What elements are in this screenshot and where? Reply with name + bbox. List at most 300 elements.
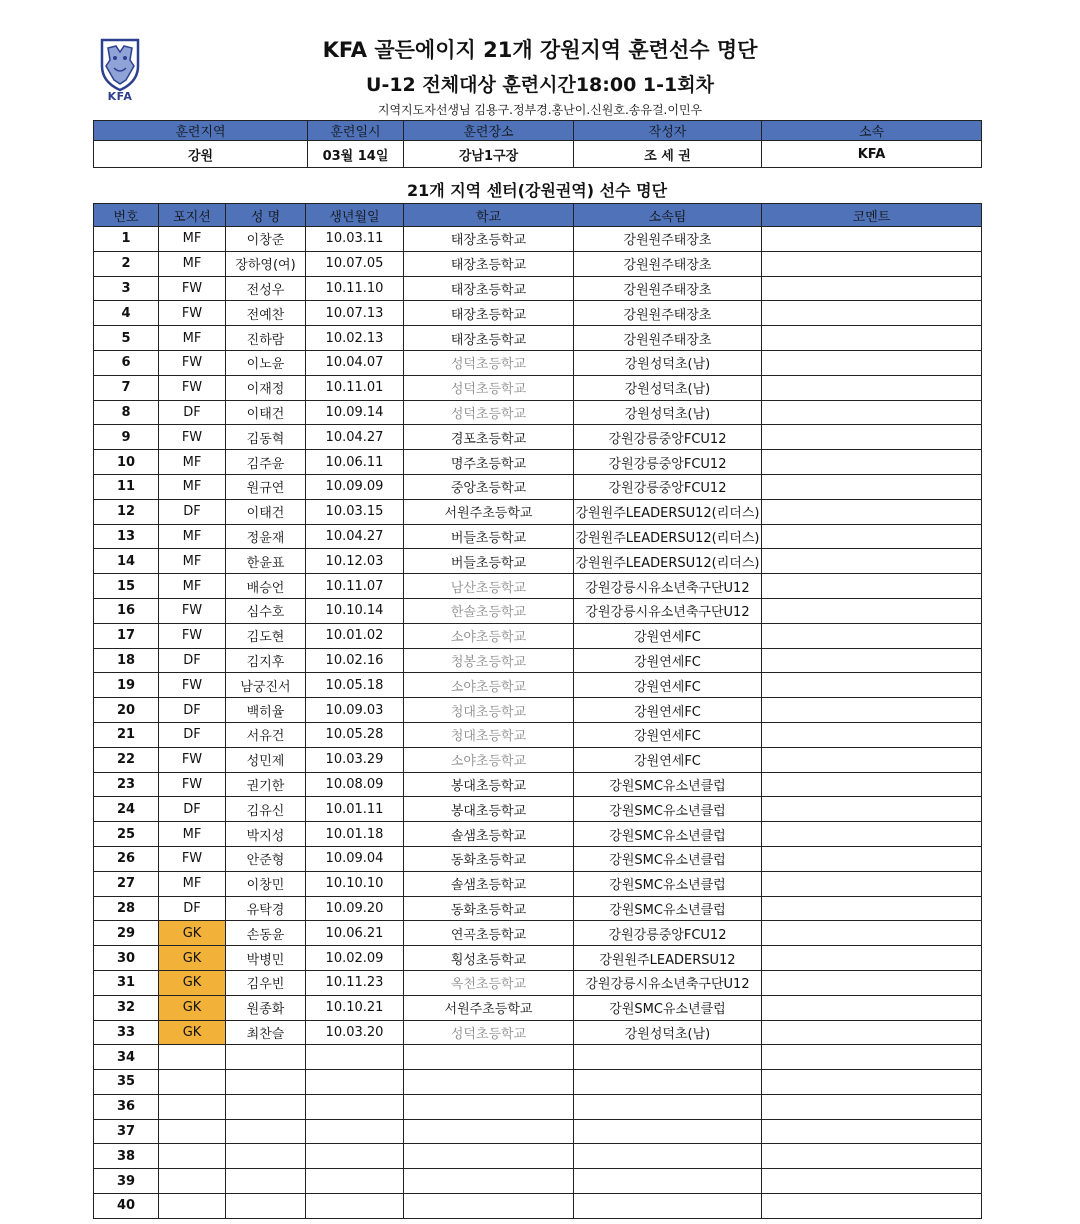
info-header-venue: 훈련장소 bbox=[404, 121, 574, 141]
table-row bbox=[94, 921, 982, 946]
player-team: 강원성덕초(남) bbox=[574, 1020, 762, 1045]
player-comment bbox=[762, 698, 982, 723]
player-name: 서유건 bbox=[226, 722, 306, 747]
player-team: 강원원주LEADERSU12(리더스) bbox=[574, 499, 762, 524]
player-position: FW bbox=[159, 301, 226, 326]
player-number: 35 bbox=[94, 1070, 159, 1095]
table-row bbox=[94, 251, 982, 276]
player-position bbox=[159, 1070, 226, 1095]
table-row bbox=[94, 747, 982, 772]
player-birthdate: 10.07.13 bbox=[306, 301, 404, 326]
table-row bbox=[94, 1119, 982, 1144]
player-comment bbox=[762, 1070, 982, 1095]
player-name: 진하람 bbox=[226, 326, 306, 351]
roster-table bbox=[93, 203, 982, 1219]
player-number: 17 bbox=[94, 623, 159, 648]
player-birthdate: 10.01.11 bbox=[306, 797, 404, 822]
player-birthdate bbox=[306, 1094, 404, 1119]
table-row bbox=[94, 227, 982, 252]
player-comment bbox=[762, 524, 982, 549]
table-row bbox=[94, 946, 982, 971]
player-comment bbox=[762, 797, 982, 822]
table-row bbox=[94, 1194, 982, 1219]
player-number: 9 bbox=[94, 425, 159, 450]
player-name: 백히율 bbox=[226, 698, 306, 723]
player-number: 27 bbox=[94, 871, 159, 896]
player-position: MF bbox=[159, 574, 226, 599]
player-school: 소야초등학교 bbox=[404, 673, 574, 698]
player-position: FW bbox=[159, 623, 226, 648]
info-venue: 강남1구장 bbox=[404, 141, 574, 168]
table-row bbox=[94, 375, 982, 400]
player-name: 손동윤 bbox=[226, 921, 306, 946]
player-school: 성덕초등학교 bbox=[404, 400, 574, 425]
col-header-team: 소속팀 bbox=[574, 204, 762, 227]
player-team: 강원성덕초(남) bbox=[574, 400, 762, 425]
player-birthdate bbox=[306, 1169, 404, 1194]
player-name bbox=[226, 1194, 306, 1219]
table-row bbox=[94, 722, 982, 747]
page-subtitle: U-12 전체대상 훈련시간18:00 1-1회차 bbox=[366, 74, 714, 96]
player-team: 강원성덕초(남) bbox=[574, 350, 762, 375]
player-team bbox=[574, 1094, 762, 1119]
player-number: 28 bbox=[94, 896, 159, 921]
player-team bbox=[574, 1194, 762, 1219]
player-comment bbox=[762, 326, 982, 351]
player-position: MF bbox=[159, 549, 226, 574]
player-birthdate: 10.12.03 bbox=[306, 549, 404, 574]
kfa-logo bbox=[96, 36, 144, 104]
player-team: 강원성덕초(남) bbox=[574, 375, 762, 400]
table-row bbox=[94, 772, 982, 797]
player-school: 소야초등학교 bbox=[404, 747, 574, 772]
player-number: 25 bbox=[94, 822, 159, 847]
player-position: MF bbox=[159, 474, 226, 499]
player-comment bbox=[762, 896, 982, 921]
player-name bbox=[226, 1045, 306, 1070]
player-team bbox=[574, 1119, 762, 1144]
player-birthdate: 10.07.05 bbox=[306, 251, 404, 276]
col-header-school: 학교 bbox=[404, 204, 574, 227]
player-name: 배승언 bbox=[226, 574, 306, 599]
player-position: DF bbox=[159, 400, 226, 425]
player-position: MF bbox=[159, 524, 226, 549]
player-name: 김도현 bbox=[226, 623, 306, 648]
player-comment bbox=[762, 673, 982, 698]
player-team: 강원연세FC bbox=[574, 722, 762, 747]
player-position: GK bbox=[159, 921, 226, 946]
player-comment bbox=[762, 921, 982, 946]
player-position: FW bbox=[159, 276, 226, 301]
player-comment bbox=[762, 425, 982, 450]
player-team: 강원강릉중앙FCU12 bbox=[574, 450, 762, 475]
player-team: 강원원주태장초 bbox=[574, 301, 762, 326]
player-team: 강원원주태장초 bbox=[574, 227, 762, 252]
player-birthdate: 10.02.09 bbox=[306, 946, 404, 971]
info-region: 강원 bbox=[94, 141, 308, 168]
player-comment bbox=[762, 499, 982, 524]
player-team: 강원강릉시유소년축구단U12 bbox=[574, 574, 762, 599]
player-comment bbox=[762, 970, 982, 995]
player-birthdate: 10.04.07 bbox=[306, 350, 404, 375]
player-name bbox=[226, 1119, 306, 1144]
player-comment bbox=[762, 450, 982, 475]
player-number: 13 bbox=[94, 524, 159, 549]
player-position: GK bbox=[159, 946, 226, 971]
player-position: GK bbox=[159, 995, 226, 1020]
table-row bbox=[94, 326, 982, 351]
player-comment bbox=[762, 871, 982, 896]
player-school: 연곡초등학교 bbox=[404, 921, 574, 946]
player-team bbox=[574, 1144, 762, 1169]
player-birthdate: 10.09.04 bbox=[306, 846, 404, 871]
player-number: 8 bbox=[94, 400, 159, 425]
player-number: 18 bbox=[94, 648, 159, 673]
player-school: 봉대초등학교 bbox=[404, 797, 574, 822]
player-comment bbox=[762, 301, 982, 326]
table-row bbox=[94, 400, 982, 425]
player-name: 김주윤 bbox=[226, 450, 306, 475]
player-name: 안준형 bbox=[226, 846, 306, 871]
player-team: 강원SMC유소년클럽 bbox=[574, 822, 762, 847]
player-name: 박지성 bbox=[226, 822, 306, 847]
player-school bbox=[404, 1094, 574, 1119]
player-comment bbox=[762, 623, 982, 648]
player-school bbox=[404, 1070, 574, 1095]
player-comment bbox=[762, 772, 982, 797]
player-birthdate: 10.05.28 bbox=[306, 722, 404, 747]
player-comment bbox=[762, 276, 982, 301]
player-name: 최찬슬 bbox=[226, 1020, 306, 1045]
player-number: 34 bbox=[94, 1045, 159, 1070]
player-comment bbox=[762, 722, 982, 747]
player-comment bbox=[762, 822, 982, 847]
table-row bbox=[94, 450, 982, 475]
player-number: 5 bbox=[94, 326, 159, 351]
player-team: 강원원주LEADERSU12 bbox=[574, 946, 762, 971]
player-name: 성민제 bbox=[226, 747, 306, 772]
player-team: 강원원주태장초 bbox=[574, 276, 762, 301]
player-birthdate: 10.09.14 bbox=[306, 400, 404, 425]
player-school bbox=[404, 1169, 574, 1194]
roster-title: 21개 지역 센터(강원권역) 선수 명단 bbox=[406, 181, 668, 200]
player-birthdate: 10.04.27 bbox=[306, 524, 404, 549]
table-row bbox=[94, 797, 982, 822]
player-team: 강원연세FC bbox=[574, 648, 762, 673]
player-position: FW bbox=[159, 673, 226, 698]
player-number: 6 bbox=[94, 350, 159, 375]
player-number: 38 bbox=[94, 1144, 159, 1169]
player-number: 19 bbox=[94, 673, 159, 698]
player-school: 태장초등학교 bbox=[404, 276, 574, 301]
player-comment bbox=[762, 1045, 982, 1070]
player-position: GK bbox=[159, 1020, 226, 1045]
player-comment bbox=[762, 1169, 982, 1194]
player-name bbox=[226, 1144, 306, 1169]
player-comment bbox=[762, 1144, 982, 1169]
player-birthdate: 10.06.21 bbox=[306, 921, 404, 946]
player-school: 서원주초등학교 bbox=[404, 499, 574, 524]
roster-header-row bbox=[94, 204, 982, 227]
player-position: FW bbox=[159, 747, 226, 772]
player-birthdate: 10.09.20 bbox=[306, 896, 404, 921]
player-school bbox=[404, 1194, 574, 1219]
table-row bbox=[94, 425, 982, 450]
table-row bbox=[94, 995, 982, 1020]
player-number: 12 bbox=[94, 499, 159, 524]
table-row bbox=[94, 846, 982, 871]
player-position bbox=[159, 1169, 226, 1194]
player-comment bbox=[762, 747, 982, 772]
info-header-row bbox=[94, 121, 982, 141]
player-position: FW bbox=[159, 846, 226, 871]
player-name: 권기한 bbox=[226, 772, 306, 797]
table-row bbox=[94, 574, 982, 599]
player-name: 김동혁 bbox=[226, 425, 306, 450]
player-school: 버들초등학교 bbox=[404, 524, 574, 549]
player-position bbox=[159, 1094, 226, 1119]
player-number: 31 bbox=[94, 970, 159, 995]
player-comment bbox=[762, 1094, 982, 1119]
player-name bbox=[226, 1070, 306, 1095]
player-team: 강원강릉시유소년축구단U12 bbox=[574, 598, 762, 623]
col-header-name: 성 명 bbox=[226, 204, 306, 227]
player-birthdate: 10.10.14 bbox=[306, 598, 404, 623]
player-name: 김지후 bbox=[226, 648, 306, 673]
player-birthdate: 10.10.21 bbox=[306, 995, 404, 1020]
player-team: 강원SMC유소년클럽 bbox=[574, 797, 762, 822]
player-school: 남산초등학교 bbox=[404, 574, 574, 599]
player-birthdate: 10.03.15 bbox=[306, 499, 404, 524]
player-comment bbox=[762, 946, 982, 971]
table-row bbox=[94, 524, 982, 549]
player-position: DF bbox=[159, 896, 226, 921]
player-number: 21 bbox=[94, 722, 159, 747]
player-school: 동화초등학교 bbox=[404, 896, 574, 921]
player-school: 태장초등학교 bbox=[404, 326, 574, 351]
logo-text: KFA bbox=[107, 90, 133, 103]
player-position: FW bbox=[159, 772, 226, 797]
player-position: MF bbox=[159, 450, 226, 475]
col-header-birthdate: 생년월일 bbox=[306, 204, 404, 227]
player-comment bbox=[762, 995, 982, 1020]
player-birthdate: 10.11.01 bbox=[306, 375, 404, 400]
info-header-affiliation: 소속 bbox=[762, 121, 982, 141]
player-birthdate: 10.03.11 bbox=[306, 227, 404, 252]
table-row bbox=[94, 1020, 982, 1045]
player-name: 유탁경 bbox=[226, 896, 306, 921]
table-row bbox=[94, 1070, 982, 1095]
table-row bbox=[94, 1094, 982, 1119]
player-birthdate bbox=[306, 1144, 404, 1169]
player-name: 장하영(여) bbox=[226, 251, 306, 276]
player-team: 강원원주태장초 bbox=[574, 251, 762, 276]
table-row bbox=[94, 1169, 982, 1194]
player-number: 4 bbox=[94, 301, 159, 326]
player-number: 1 bbox=[94, 227, 159, 252]
player-school: 솔샘초등학교 bbox=[404, 822, 574, 847]
player-number: 11 bbox=[94, 474, 159, 499]
player-number: 10 bbox=[94, 450, 159, 475]
player-name: 이창민 bbox=[226, 871, 306, 896]
table-row bbox=[94, 1144, 982, 1169]
player-number: 15 bbox=[94, 574, 159, 599]
player-school bbox=[404, 1119, 574, 1144]
player-team bbox=[574, 1045, 762, 1070]
player-birthdate: 10.11.07 bbox=[306, 574, 404, 599]
player-number: 3 bbox=[94, 276, 159, 301]
table-row bbox=[94, 896, 982, 921]
player-comment bbox=[762, 251, 982, 276]
player-birthdate bbox=[306, 1070, 404, 1095]
player-school bbox=[404, 1045, 574, 1070]
info-affiliation: KFA bbox=[762, 141, 982, 168]
player-position: MF bbox=[159, 326, 226, 351]
info-author: 조 세 권 bbox=[574, 141, 762, 168]
player-birthdate: 10.09.09 bbox=[306, 474, 404, 499]
player-number: 37 bbox=[94, 1119, 159, 1144]
player-position: DF bbox=[159, 698, 226, 723]
table-row bbox=[94, 350, 982, 375]
player-birthdate: 10.03.20 bbox=[306, 1020, 404, 1045]
player-position bbox=[159, 1119, 226, 1144]
player-number: 14 bbox=[94, 549, 159, 574]
player-position: DF bbox=[159, 648, 226, 673]
player-school: 태장초등학교 bbox=[404, 251, 574, 276]
player-name bbox=[226, 1094, 306, 1119]
player-birthdate bbox=[306, 1045, 404, 1070]
player-birthdate: 10.11.23 bbox=[306, 970, 404, 995]
player-team: 강원원주태장초 bbox=[574, 326, 762, 351]
col-header-comment: 코멘트 bbox=[762, 204, 982, 227]
player-school: 경포초등학교 bbox=[404, 425, 574, 450]
player-birthdate: 10.02.13 bbox=[306, 326, 404, 351]
coach-list: 지역지도자선생님 김용구.정부경.홍난이.신원호.송유걸.이민우 bbox=[377, 103, 703, 117]
player-birthdate: 10.09.03 bbox=[306, 698, 404, 723]
player-team: 강원SMC유소년클럽 bbox=[574, 846, 762, 871]
player-school: 횡성초등학교 bbox=[404, 946, 574, 971]
player-number: 23 bbox=[94, 772, 159, 797]
player-school: 중앙초등학교 bbox=[404, 474, 574, 499]
player-team: 강원연세FC bbox=[574, 698, 762, 723]
player-team: 강원SMC유소년클럽 bbox=[574, 772, 762, 797]
player-number: 20 bbox=[94, 698, 159, 723]
player-school: 청봉초등학교 bbox=[404, 648, 574, 673]
player-school: 동화초등학교 bbox=[404, 846, 574, 871]
roster-body bbox=[94, 227, 982, 1219]
player-school: 명주초등학교 bbox=[404, 450, 574, 475]
player-school: 한솔초등학교 bbox=[404, 598, 574, 623]
player-name: 심수호 bbox=[226, 598, 306, 623]
player-name: 김우빈 bbox=[226, 970, 306, 995]
table-row bbox=[94, 698, 982, 723]
player-school: 옥천초등학교 bbox=[404, 970, 574, 995]
player-number: 36 bbox=[94, 1094, 159, 1119]
player-comment bbox=[762, 549, 982, 574]
player-name: 원종화 bbox=[226, 995, 306, 1020]
player-position: MF bbox=[159, 227, 226, 252]
player-position: DF bbox=[159, 499, 226, 524]
table-row bbox=[94, 970, 982, 995]
player-comment bbox=[762, 375, 982, 400]
player-comment bbox=[762, 1119, 982, 1144]
info-header-date: 훈련일시 bbox=[308, 121, 404, 141]
col-header-number: 번호 bbox=[94, 204, 159, 227]
player-name: 이노윤 bbox=[226, 350, 306, 375]
player-number: 24 bbox=[94, 797, 159, 822]
player-birthdate: 10.01.02 bbox=[306, 623, 404, 648]
player-position: FW bbox=[159, 350, 226, 375]
player-name: 박병민 bbox=[226, 946, 306, 971]
player-school: 소야초등학교 bbox=[404, 623, 574, 648]
player-birthdate: 10.01.18 bbox=[306, 822, 404, 847]
player-number: 16 bbox=[94, 598, 159, 623]
player-school: 성덕초등학교 bbox=[404, 350, 574, 375]
player-name: 이창준 bbox=[226, 227, 306, 252]
player-birthdate: 10.04.27 bbox=[306, 425, 404, 450]
info-header-region: 훈련지역 bbox=[94, 121, 308, 141]
player-number: 32 bbox=[94, 995, 159, 1020]
player-position bbox=[159, 1045, 226, 1070]
player-name: 이태건 bbox=[226, 499, 306, 524]
player-name: 김유신 bbox=[226, 797, 306, 822]
player-name: 원규연 bbox=[226, 474, 306, 499]
col-header-position: 포지션 bbox=[159, 204, 226, 227]
player-number: 39 bbox=[94, 1169, 159, 1194]
player-team bbox=[574, 1169, 762, 1194]
table-row bbox=[94, 276, 982, 301]
player-number: 26 bbox=[94, 846, 159, 871]
player-team: 강원원주LEADERSU12(리더스) bbox=[574, 549, 762, 574]
player-team: 강원SMC유소년클럽 bbox=[574, 896, 762, 921]
player-comment bbox=[762, 227, 982, 252]
player-position: MF bbox=[159, 871, 226, 896]
player-position bbox=[159, 1194, 226, 1219]
player-school: 청대초등학교 bbox=[404, 698, 574, 723]
player-position: FW bbox=[159, 375, 226, 400]
player-name: 이태건 bbox=[226, 400, 306, 425]
player-school: 태장초등학교 bbox=[404, 227, 574, 252]
table-row bbox=[94, 474, 982, 499]
table-row bbox=[94, 871, 982, 896]
player-team: 강원연세FC bbox=[574, 747, 762, 772]
player-name: 이재정 bbox=[226, 375, 306, 400]
player-name: 한윤표 bbox=[226, 549, 306, 574]
player-number: 29 bbox=[94, 921, 159, 946]
info-value-row bbox=[94, 141, 982, 168]
player-number: 22 bbox=[94, 747, 159, 772]
player-comment bbox=[762, 648, 982, 673]
player-name: 전예찬 bbox=[226, 301, 306, 326]
table-row bbox=[94, 648, 982, 673]
table-row bbox=[94, 673, 982, 698]
player-team bbox=[574, 1070, 762, 1095]
player-school: 성덕초등학교 bbox=[404, 1020, 574, 1045]
player-team: 강원강릉중앙FCU12 bbox=[574, 425, 762, 450]
table-row bbox=[94, 499, 982, 524]
player-number: 40 bbox=[94, 1194, 159, 1219]
player-number: 33 bbox=[94, 1020, 159, 1045]
player-team: 강원원주LEADERSU12(리더스) bbox=[574, 524, 762, 549]
player-team: 강원SMC유소년클럽 bbox=[574, 995, 762, 1020]
player-team: 강원강릉중앙FCU12 bbox=[574, 921, 762, 946]
player-position: MF bbox=[159, 251, 226, 276]
player-position: DF bbox=[159, 797, 226, 822]
player-comment bbox=[762, 1194, 982, 1219]
info-header-author: 작성자 bbox=[574, 121, 762, 141]
player-school: 솔샘초등학교 bbox=[404, 871, 574, 896]
player-position: FW bbox=[159, 598, 226, 623]
